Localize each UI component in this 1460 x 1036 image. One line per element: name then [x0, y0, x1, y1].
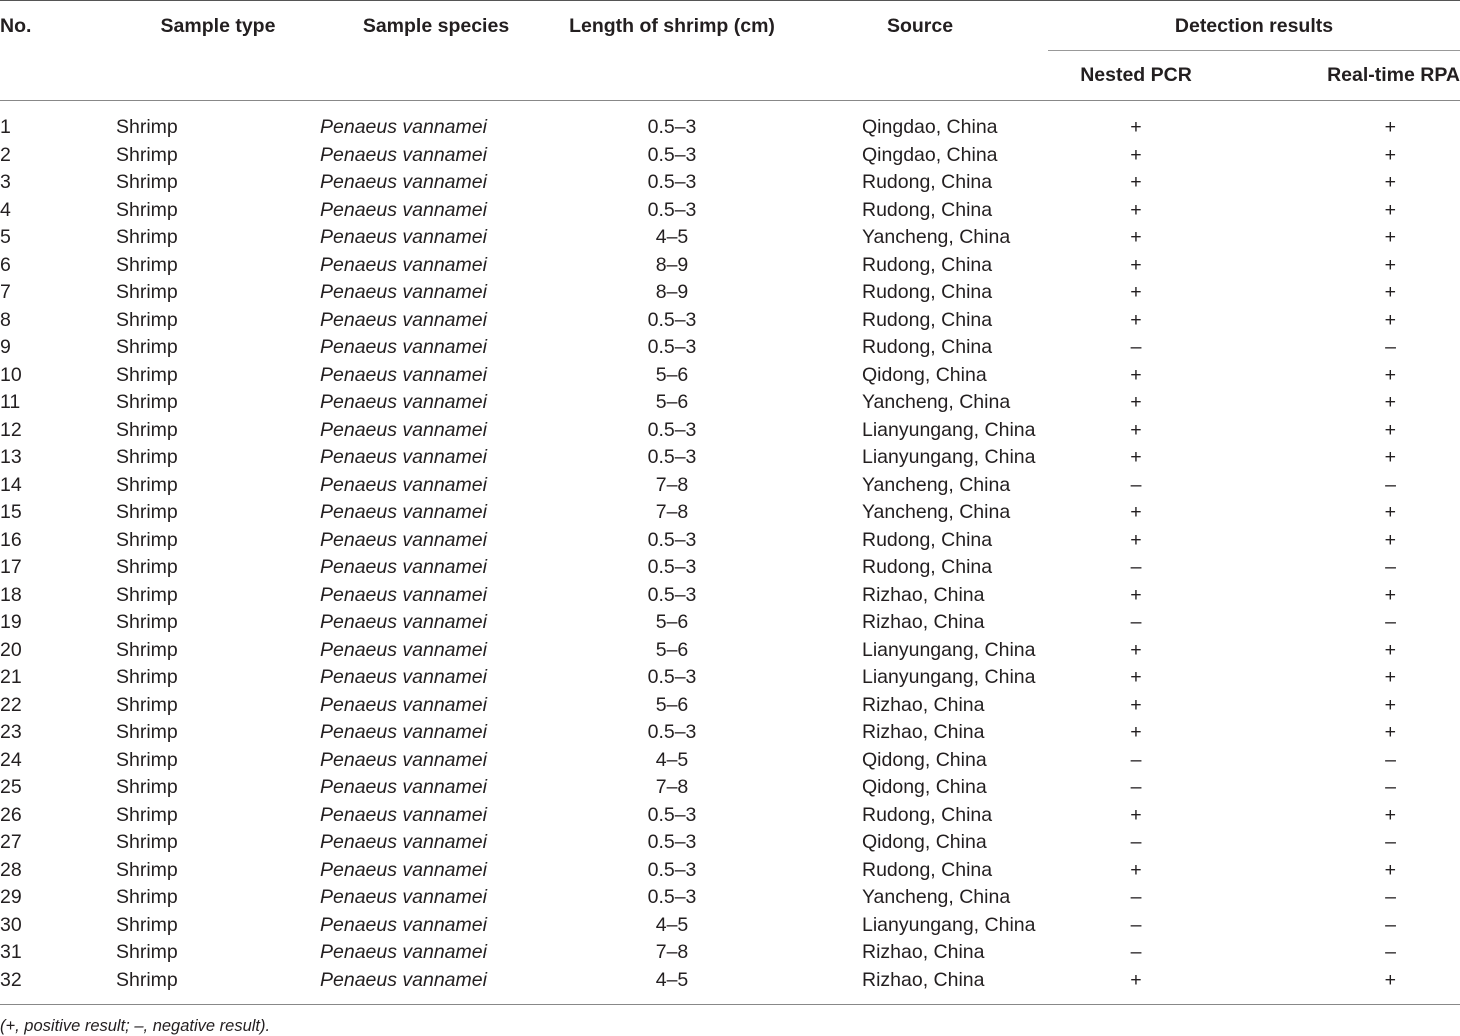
cell-real-time-rpa: – — [1385, 336, 1396, 358]
cell-sample-species: Penaeus vannamei — [320, 336, 487, 358]
cell-length: 0.5–3 — [647, 886, 697, 908]
cell-source: Lianyungang, China — [862, 418, 1036, 441]
table-row — [0, 279, 1460, 307]
cell-no: 10 — [0, 363, 22, 386]
cell-length: 0.5–3 — [647, 803, 697, 826]
cell-real-time-rpa: + — [1384, 803, 1396, 826]
cell-source: Qidong, China — [862, 748, 987, 771]
cell-nested-pcr: – — [1130, 336, 1142, 358]
cell-sample-type: Shrimp — [116, 721, 178, 743]
cell-sample-species: Penaeus vannamei — [320, 308, 487, 331]
cell-no: 12 — [0, 418, 22, 441]
cell-no: 26 — [0, 803, 22, 826]
cell-length: 5–6 — [655, 363, 689, 386]
cell-nested-pcr: – — [1130, 913, 1142, 936]
cell-real-time-rpa: + — [1384, 308, 1396, 331]
cell-length: 0.5–3 — [647, 858, 697, 881]
cell-source: Qidong, China — [862, 363, 987, 386]
table-row — [0, 912, 1460, 940]
cell-sample-type: Shrimp — [116, 556, 178, 578]
header-length: Length of shrimp (cm) — [552, 1, 792, 52]
cell-sample-species: Penaeus vannamei — [320, 858, 487, 881]
cell-sample-type: Shrimp — [116, 116, 178, 138]
cell-real-time-rpa: + — [1384, 281, 1396, 303]
cell-no: 18 — [0, 583, 22, 606]
cell-nested-pcr: + — [1130, 363, 1142, 386]
cell-nested-pcr: + — [1130, 143, 1142, 166]
cell-nested-pcr: + — [1130, 171, 1142, 193]
cell-length: 0.5–3 — [647, 116, 697, 138]
cell-real-time-rpa: – — [1385, 776, 1396, 798]
table-row — [0, 499, 1460, 527]
cell-length: 7–8 — [655, 501, 689, 523]
cell-sample-type: Shrimp — [116, 171, 178, 193]
table-row — [0, 857, 1460, 885]
cell-real-time-rpa: – — [1385, 913, 1396, 936]
cell-nested-pcr: + — [1130, 308, 1142, 331]
table-row — [0, 554, 1460, 582]
cell-sample-species: Penaeus vannamei — [320, 611, 487, 633]
table-row — [0, 582, 1460, 610]
cell-no: 27 — [0, 831, 22, 853]
cell-length: 4–5 — [655, 748, 689, 771]
cell-source: Lianyungang, China — [862, 446, 1036, 468]
cell-real-time-rpa: + — [1384, 638, 1396, 661]
table-row — [0, 829, 1460, 857]
cell-real-time-rpa: – — [1385, 473, 1396, 496]
cell-source: Yancheng, China — [862, 886, 1011, 908]
cell-real-time-rpa: + — [1384, 666, 1396, 688]
cell-source: Rizhao, China — [862, 583, 985, 606]
table-row — [0, 389, 1460, 417]
cell-sample-type: Shrimp — [116, 803, 178, 826]
cell-sample-species: Penaeus vannamei — [320, 281, 487, 303]
header-sample-species: Sample species — [320, 1, 552, 52]
cell-nested-pcr: + — [1130, 446, 1142, 468]
cell-length: 5–6 — [655, 391, 689, 413]
header-spacer — [792, 51, 1048, 101]
cell-no: 13 — [0, 446, 22, 468]
cell-source: Yancheng, China — [862, 473, 1011, 496]
header-spacer — [552, 51, 792, 101]
cell-no: 22 — [0, 693, 22, 716]
cell-real-time-rpa: + — [1384, 858, 1396, 881]
cell-no: 4 — [0, 198, 11, 221]
cell-no: 31 — [0, 941, 22, 963]
table-row — [0, 252, 1460, 280]
cell-sample-species: Penaeus vannamei — [320, 143, 487, 166]
cell-sample-type: Shrimp — [116, 941, 178, 963]
cell-no: 32 — [0, 967, 116, 1005]
table-row — [0, 197, 1460, 225]
cell-real-time-rpa: – — [1385, 556, 1396, 578]
cell-no: 24 — [0, 748, 22, 771]
cell-real-time-rpa: + — [1384, 253, 1396, 276]
cell-source: Yancheng, China — [862, 391, 1011, 413]
cell-no: 29 — [0, 886, 22, 908]
cell-nested-pcr: + — [1130, 693, 1142, 716]
table-row — [0, 802, 1460, 830]
header-row-secondary — [0, 51, 1460, 101]
cell-sample-type: Shrimp — [116, 281, 178, 303]
cell-length: 8–9 — [655, 281, 689, 303]
cell-sample-species: Penaeus vannamei — [320, 721, 487, 743]
cell-sample-type: Shrimp — [116, 473, 178, 496]
cell-no: 9 — [0, 336, 11, 358]
cell-source: Rudong, China — [862, 281, 993, 303]
cell-length: 0.5–3 — [647, 583, 697, 606]
cell-real-time-rpa: + — [1384, 116, 1396, 138]
table-row — [0, 472, 1460, 500]
header-spacer — [320, 51, 552, 101]
table-row — [0, 747, 1460, 775]
header-spacer — [0, 51, 116, 101]
cell-nested-pcr: + — [1130, 418, 1142, 441]
cell-sample-type: Shrimp — [116, 226, 178, 248]
cell-no: 28 — [0, 858, 22, 881]
cell-nested-pcr: + — [1130, 528, 1142, 551]
cell-no: 16 — [0, 528, 22, 551]
cell-source: Rizhao, China — [862, 721, 985, 743]
cell-source: Lianyungang, China — [862, 638, 1036, 661]
cell-sample-species: Penaeus vannamei — [320, 418, 487, 441]
header-row-primary — [0, 1, 1460, 52]
header-nested-pcr: Nested PCR — [1048, 51, 1224, 101]
cell-sample-type: Shrimp — [116, 418, 178, 441]
cell-real-time-rpa: + — [1384, 391, 1396, 413]
cell-sample-species: Penaeus vannamei — [320, 638, 487, 661]
cell-nested-pcr: + — [1130, 281, 1142, 303]
cell-sample-species: Penaeus vannamei — [320, 803, 487, 826]
cell-real-time-rpa: – — [1385, 831, 1396, 853]
cell-sample-type: Shrimp — [116, 391, 178, 413]
cell-source: Qingdao, China — [862, 116, 998, 138]
table-row — [0, 664, 1460, 692]
table-row — [0, 637, 1460, 665]
cell-source: Qidong, China — [862, 831, 987, 853]
cell-nested-pcr: + — [1130, 721, 1142, 743]
cell-source: Rudong, China — [862, 858, 993, 881]
cell-nested-pcr: + — [1130, 253, 1142, 276]
cell-real-time-rpa: + — [1384, 198, 1396, 221]
cell-nested-pcr: – — [1130, 831, 1142, 853]
cell-length: 0.5–3 — [647, 308, 697, 331]
cell-sample-type: Shrimp — [116, 253, 178, 276]
cell-sample-species: Penaeus vannamei — [320, 776, 487, 798]
cell-source: Qidong, China — [862, 776, 987, 798]
cell-sample-species: Penaeus vannamei — [320, 226, 487, 248]
cell-no: 5 — [0, 226, 11, 248]
cell-no: 6 — [0, 253, 11, 276]
table-row — [0, 417, 1460, 445]
table-row — [0, 692, 1460, 720]
cell-nested-pcr: + — [1048, 967, 1224, 1005]
cell-nested-pcr: – — [1130, 556, 1142, 578]
cell-real-time-rpa: + — [1384, 501, 1396, 523]
cell-real-time-rpa: + — [1384, 583, 1396, 606]
cell-no: 19 — [0, 611, 22, 633]
cell-source: Rudong, China — [862, 171, 993, 193]
cell-no: 7 — [0, 281, 11, 303]
cell-sample-type: Shrimp — [116, 528, 178, 551]
cell-nested-pcr: + — [1130, 501, 1142, 523]
cell-real-time-rpa: + — [1384, 528, 1396, 551]
cell-source: Rudong, China — [862, 528, 993, 551]
cell-sample-species: Penaeus vannamei — [320, 886, 487, 908]
cell-length: 0.5–3 — [647, 556, 697, 578]
cell-sample-type: Shrimp — [116, 886, 178, 908]
header-detection-results — [1048, 1, 1460, 52]
cell-no: 3 — [0, 171, 11, 193]
table-row — [0, 884, 1460, 912]
cell-no: 30 — [0, 913, 22, 936]
cell-sample-type: Shrimp — [116, 143, 178, 166]
cell-no: 15 — [0, 501, 22, 523]
cell-sample-type: Shrimp — [116, 446, 178, 468]
cell-source: Rudong, China — [862, 253, 993, 276]
table-row — [0, 224, 1460, 252]
cell-real-time-rpa: + — [1384, 171, 1396, 193]
cell-sample-species: Penaeus vannamei — [320, 446, 487, 468]
cell-sample-species: Penaeus vannamei — [320, 693, 487, 716]
cell-length: 5–6 — [655, 693, 689, 716]
cell-source: Rizhao, China — [862, 941, 985, 963]
cell-sample-species: Penaeus vannamei — [320, 198, 487, 221]
cell-real-time-rpa: + — [1384, 446, 1396, 468]
cell-nested-pcr: – — [1130, 886, 1142, 908]
cell-sample-species: Penaeus vannamei — [320, 583, 487, 606]
cell-sample-type: Shrimp — [116, 831, 178, 853]
cell-sample-type: Shrimp — [116, 913, 178, 936]
cell-source: Rizhao, China — [862, 693, 985, 716]
header-real-time-rpa: Real-time RPA — [1224, 51, 1460, 101]
cell-source: Rudong, China — [862, 556, 993, 578]
cell-no: 25 — [0, 776, 22, 798]
cell-sample-species: Penaeus vannamei — [320, 666, 487, 688]
cell-no: 2 — [0, 143, 11, 166]
table-row — [0, 169, 1460, 197]
table-row — [0, 967, 1460, 1005]
cell-nested-pcr: + — [1130, 226, 1142, 248]
table-row — [0, 774, 1460, 802]
cell-sample-species: Penaeus vannamei — [320, 391, 487, 413]
cell-length: 0.5–3 — [647, 666, 697, 688]
cell-sample-type: Shrimp — [116, 198, 178, 221]
cell-real-time-rpa: – — [1385, 748, 1396, 771]
cell-sample-type: Shrimp — [116, 638, 178, 661]
cell-length: 0.5–3 — [647, 143, 697, 166]
table-footnote: (+, positive result; –, negative result). — [0, 1017, 271, 1035]
cell-sample-type: Shrimp — [116, 336, 178, 358]
cell-sample-type: Shrimp — [116, 858, 178, 881]
cell-length: 7–8 — [655, 776, 689, 798]
cell-source: Rudong, China — [862, 308, 993, 331]
cell-source: Rizhao, China — [792, 967, 1048, 1005]
table-row — [0, 444, 1460, 472]
cell-sample-type: Shrimp — [116, 776, 178, 798]
cell-source: Lianyungang, China — [862, 913, 1036, 936]
header-detection-results-label: Detection results — [1174, 15, 1334, 37]
cell-no: 17 — [0, 556, 22, 578]
cell-sample-type: Shrimp — [116, 666, 178, 688]
cell-no: 20 — [0, 638, 22, 661]
table-row — [0, 939, 1460, 967]
cell-length: 0.5–3 — [647, 528, 697, 551]
table-row — [0, 609, 1460, 637]
cell-real-time-rpa: + — [1384, 418, 1396, 441]
cell-nested-pcr: – — [1130, 748, 1142, 771]
table-row — [0, 101, 1460, 142]
cell-source: Rudong, China — [862, 803, 993, 826]
cell-no: 1 — [0, 116, 11, 138]
cell-length: 7–8 — [655, 941, 689, 963]
cell-real-time-rpa: – — [1385, 941, 1396, 963]
cell-sample-species: Penaeus vannamei — [320, 748, 487, 771]
header-spacer — [116, 51, 320, 101]
cell-source: Rudong, China — [862, 198, 993, 221]
cell-source: Rudong, China — [862, 336, 993, 358]
cell-sample-species: Penaeus vannamei — [320, 913, 487, 936]
cell-no: 8 — [0, 308, 11, 331]
cell-nested-pcr: + — [1130, 858, 1142, 881]
cell-real-time-rpa: – — [1385, 611, 1396, 633]
header-sample-type: Sample type — [116, 1, 320, 52]
cell-real-time-rpa: – — [1385, 886, 1396, 908]
cell-nested-pcr: + — [1130, 666, 1142, 688]
cell-length: 0.5–3 — [647, 721, 697, 743]
cell-length: 0.5–3 — [647, 831, 697, 853]
cell-sample-species: Penaeus vannamei — [320, 363, 487, 386]
cell-length: 4–5 — [655, 913, 689, 936]
cell-nested-pcr: + — [1130, 638, 1142, 661]
cell-sample-species: Penaeus vannamei — [320, 253, 487, 276]
cell-length: 5–6 — [655, 611, 689, 633]
cell-sample-species: Penaeus vannamei — [320, 116, 487, 138]
cell-sample-type: Shrimp — [116, 501, 178, 523]
cell-no: 21 — [0, 666, 22, 688]
table-row — [0, 527, 1460, 555]
cell-sample-type: Shrimp — [116, 967, 320, 1005]
cell-length: 0.5–3 — [647, 446, 697, 468]
cell-nested-pcr: – — [1130, 473, 1142, 496]
cell-nested-pcr: + — [1130, 116, 1142, 138]
table-header — [0, 1, 1460, 101]
cell-nested-pcr: – — [1130, 611, 1142, 633]
cell-sample-type: Shrimp — [116, 583, 178, 606]
cell-no: 14 — [0, 473, 22, 496]
cell-nested-pcr: – — [1130, 941, 1142, 963]
cell-nested-pcr: + — [1130, 391, 1142, 413]
cell-sample-species: Penaeus vannamei — [320, 831, 487, 853]
cell-nested-pcr: + — [1130, 803, 1142, 826]
cell-real-time-rpa: + — [1384, 143, 1396, 166]
cell-source: Qingdao, China — [862, 143, 998, 166]
cell-real-time-rpa: + — [1384, 721, 1396, 743]
cell-length: 0.5–3 — [647, 336, 697, 358]
cell-sample-species: Penaeus vannamei — [320, 967, 552, 1005]
cell-length: 5–6 — [655, 638, 689, 661]
header-no: No. — [0, 1, 116, 52]
cell-sample-species: Penaeus vannamei — [320, 501, 487, 523]
cell-length: 7–8 — [655, 473, 689, 496]
header-source: Source — [792, 1, 1048, 52]
table-row — [0, 307, 1460, 335]
cell-sample-species: Penaeus vannamei — [320, 473, 487, 496]
cell-no: 11 — [0, 391, 21, 413]
cell-sample-type: Shrimp — [116, 308, 178, 331]
cell-sample-species: Penaeus vannamei — [320, 171, 487, 193]
cell-real-time-rpa: + — [1384, 363, 1396, 386]
cell-length: 4–5 — [655, 226, 689, 248]
cell-source: Yancheng, China — [862, 226, 1011, 248]
cell-source: Yancheng, China — [862, 501, 1011, 523]
cell-length: 4–5 — [552, 967, 792, 1005]
table-row — [0, 362, 1460, 390]
cell-sample-type: Shrimp — [116, 693, 178, 716]
cell-no: 23 — [0, 721, 22, 743]
cell-length: 0.5–3 — [647, 198, 697, 221]
cell-nested-pcr: + — [1130, 583, 1142, 606]
table-row — [0, 719, 1460, 747]
cell-source: Lianyungang, China — [862, 666, 1036, 688]
cell-length: 8–9 — [655, 253, 689, 276]
table-row — [0, 142, 1460, 170]
cell-sample-type: Shrimp — [116, 748, 178, 771]
cell-sample-species: Penaeus vannamei — [320, 941, 487, 963]
cell-sample-type: Shrimp — [116, 363, 178, 386]
cell-sample-species: Penaeus vannamei — [320, 528, 487, 551]
table-body — [0, 101, 1460, 1005]
group-underline — [1048, 50, 1460, 51]
cell-nested-pcr: – — [1130, 776, 1142, 798]
table-row — [0, 334, 1460, 362]
cell-length: 0.5–3 — [647, 171, 697, 193]
cell-real-time-rpa: + — [1384, 226, 1396, 248]
cell-nested-pcr: + — [1130, 198, 1142, 221]
cell-real-time-rpa: + — [1224, 967, 1460, 1005]
cell-sample-type: Shrimp — [116, 611, 178, 633]
cell-length: 0.5–3 — [647, 418, 697, 441]
cell-source: Rizhao, China — [862, 611, 985, 633]
cell-sample-species: Penaeus vannamei — [320, 556, 487, 578]
cell-real-time-rpa: + — [1384, 693, 1396, 716]
